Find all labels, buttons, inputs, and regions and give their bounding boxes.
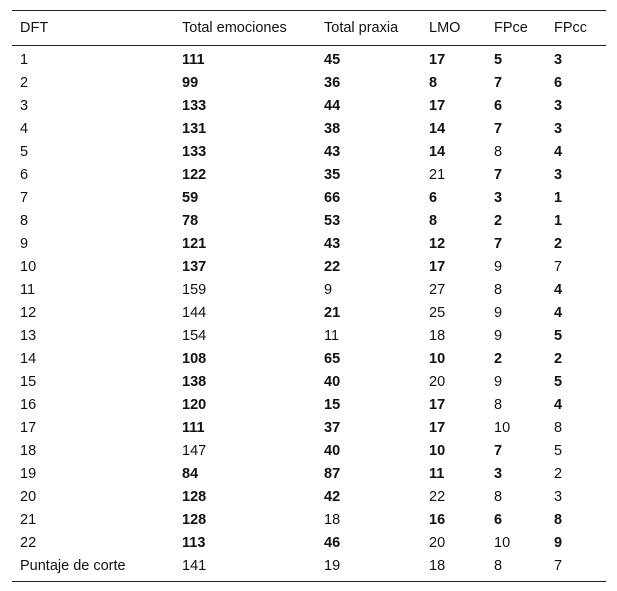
cell-fpce: 8 xyxy=(494,489,503,505)
table-row xyxy=(12,371,606,394)
table-row xyxy=(12,233,606,256)
cell-lmo: 25 xyxy=(429,305,446,321)
table-row xyxy=(12,325,606,348)
table-row xyxy=(12,440,606,463)
cell-fpce: 7 xyxy=(494,236,503,252)
cell-total-praxia: 44 xyxy=(324,98,341,114)
table-header xyxy=(12,11,606,46)
cell-total-praxia: 87 xyxy=(324,466,341,482)
cell-lmo: 22 xyxy=(429,489,446,505)
cell-total-praxia: 22 xyxy=(324,259,341,275)
cell-total-praxia: 9 xyxy=(324,282,333,298)
cell-fpce: 9 xyxy=(494,374,503,390)
cell-total-emociones: 113 xyxy=(182,535,206,551)
cell-fpce: 5 xyxy=(494,52,503,68)
cell-fpcc: 8 xyxy=(554,420,563,436)
cell-total-emociones: 141 xyxy=(174,555,316,582)
cell-total-emociones: 99 xyxy=(182,75,199,91)
cell-fpcc: 8 xyxy=(554,512,563,528)
cell-total-emociones: 111 xyxy=(182,52,205,68)
table-row xyxy=(12,72,606,95)
cell-total-praxia: 19 xyxy=(316,555,421,582)
cell-total-praxia: 65 xyxy=(324,351,341,367)
cell-lmo: 20 xyxy=(429,374,446,390)
cell-fpce: 8 xyxy=(494,144,503,160)
cell-lmo: 17 xyxy=(429,98,446,114)
column-header-dft: DFT xyxy=(12,11,174,46)
cell-total-praxia: 36 xyxy=(324,75,341,91)
cell-fpce: 9 xyxy=(494,328,503,344)
cell-total-emociones: 131 xyxy=(182,121,207,137)
cell-fpcc: 3 xyxy=(554,52,563,68)
column-header-total-emociones: Total emociones xyxy=(174,11,316,46)
cell-total-praxia: 45 xyxy=(324,52,341,68)
cell-dft: 19 xyxy=(20,466,37,482)
cell-total-praxia: 37 xyxy=(324,420,341,436)
cell-total-emociones: 147 xyxy=(182,443,207,459)
cell-total-emociones: 120 xyxy=(182,397,207,413)
cell-total-praxia: 53 xyxy=(324,213,341,229)
cell-dft: 13 xyxy=(20,328,37,344)
cell-fpcc: 1 xyxy=(554,213,563,229)
cell-total-praxia: 40 xyxy=(324,374,341,390)
cell-lmo: 11 xyxy=(429,466,445,482)
cell-total-praxia: 46 xyxy=(324,535,341,551)
cell-fpcc: 5 xyxy=(554,328,563,344)
table-row xyxy=(12,256,606,279)
cell-dft: 1 xyxy=(20,52,29,68)
cell-fpce: 8 xyxy=(494,282,503,298)
cell-fpcc: 7 xyxy=(546,555,606,582)
cell-fpcc: 9 xyxy=(554,535,563,551)
cell-dft: 16 xyxy=(20,397,37,413)
cell-fpcc: 5 xyxy=(554,374,563,390)
cell-total-praxia: 35 xyxy=(324,167,341,183)
cell-dft: 11 xyxy=(20,282,36,298)
cell-dft: Puntaje de corte xyxy=(12,555,174,582)
cell-fpcc: 2 xyxy=(554,466,563,482)
cell-fpcc: 4 xyxy=(554,397,563,413)
cell-lmo: 12 xyxy=(429,236,446,252)
column-header-lmo: LMO xyxy=(421,11,486,46)
table-row xyxy=(12,555,606,582)
cell-dft: 2 xyxy=(20,75,29,91)
cell-dft: 4 xyxy=(20,121,29,137)
cell-dft: 3 xyxy=(20,98,29,114)
results-table xyxy=(12,10,606,582)
cell-dft: 18 xyxy=(20,443,37,459)
cell-total-praxia: 15 xyxy=(324,397,341,413)
cell-total-praxia: 43 xyxy=(324,144,341,160)
cell-lmo: 17 xyxy=(429,52,446,68)
table-row xyxy=(12,210,606,233)
cell-total-praxia: 42 xyxy=(324,489,341,505)
table-row xyxy=(12,394,606,417)
cell-total-emociones: 133 xyxy=(182,144,207,160)
cell-total-emociones: 108 xyxy=(182,351,207,367)
cell-total-emociones: 128 xyxy=(182,489,207,505)
cell-fpce: 7 xyxy=(494,443,503,459)
cell-fpce: 3 xyxy=(494,466,503,482)
table-row xyxy=(12,118,606,141)
cell-lmo: 21 xyxy=(429,167,446,183)
cell-fpcc: 3 xyxy=(554,98,563,114)
cell-fpce: 2 xyxy=(494,213,503,229)
cell-total-emociones: 128 xyxy=(182,512,207,528)
cell-fpce: 2 xyxy=(494,351,503,367)
cell-total-praxia: 21 xyxy=(324,305,341,321)
table-row xyxy=(12,509,606,532)
cell-lmo: 18 xyxy=(421,555,486,582)
cell-dft: 15 xyxy=(20,374,37,390)
cell-fpce: 6 xyxy=(494,512,503,528)
table-row xyxy=(12,141,606,164)
cell-lmo: 17 xyxy=(429,259,446,275)
cell-fpce: 7 xyxy=(494,75,503,91)
cell-fpce: 7 xyxy=(494,121,503,137)
cell-lmo: 17 xyxy=(429,420,446,436)
table-row xyxy=(12,95,606,118)
cell-lmo: 27 xyxy=(429,282,446,298)
cell-total-emociones: 111 xyxy=(182,420,205,436)
table-row xyxy=(12,463,606,486)
cell-fpcc: 3 xyxy=(554,489,563,505)
cell-fpce: 8 xyxy=(494,397,503,413)
cell-fpce: 9 xyxy=(494,305,503,321)
cell-dft: 7 xyxy=(20,190,29,206)
cell-total-praxia: 18 xyxy=(324,512,341,528)
cell-dft: 12 xyxy=(20,305,37,321)
cell-dft: 6 xyxy=(20,167,29,183)
column-header-fpcc: FPcc xyxy=(546,11,606,46)
cell-fpce: 9 xyxy=(494,259,503,275)
cell-dft: 14 xyxy=(20,351,37,367)
cell-dft: 5 xyxy=(20,144,29,160)
cell-lmo: 14 xyxy=(429,144,446,160)
cell-total-praxia: 66 xyxy=(324,190,341,206)
cell-fpce: 7 xyxy=(494,167,503,183)
cell-fpce: 10 xyxy=(494,420,511,436)
table-body xyxy=(12,46,606,582)
cell-total-praxia: 43 xyxy=(324,236,341,252)
cell-fpcc: 6 xyxy=(554,75,563,91)
cell-fpce: 10 xyxy=(494,535,511,551)
cell-fpcc: 4 xyxy=(554,144,563,160)
table-row xyxy=(12,164,606,187)
cell-lmo: 10 xyxy=(429,351,446,367)
cell-dft: 8 xyxy=(20,213,29,229)
cell-lmo: 14 xyxy=(429,121,446,137)
cell-lmo: 8 xyxy=(429,213,438,229)
table-row xyxy=(12,532,606,555)
cell-total-emociones: 133 xyxy=(182,98,207,114)
cell-dft: 10 xyxy=(20,259,37,275)
table-row xyxy=(12,348,606,371)
cell-dft: 20 xyxy=(20,489,37,505)
cell-lmo: 20 xyxy=(429,535,446,551)
cell-total-emociones: 59 xyxy=(182,190,199,206)
cell-lmo: 6 xyxy=(429,190,438,206)
cell-total-praxia: 40 xyxy=(324,443,341,459)
cell-lmo: 18 xyxy=(429,328,446,344)
cell-total-emociones: 84 xyxy=(182,466,199,482)
header-row xyxy=(12,11,606,46)
cell-lmo: 17 xyxy=(429,397,446,413)
cell-fpcc: 4 xyxy=(554,282,563,298)
cell-total-emociones: 137 xyxy=(182,259,207,275)
cell-total-emociones: 159 xyxy=(182,282,207,298)
cell-total-emociones: 122 xyxy=(182,167,207,183)
column-header-total-praxia: Total praxia xyxy=(316,11,421,46)
cell-total-praxia: 11 xyxy=(324,328,340,344)
cell-lmo: 16 xyxy=(429,512,446,528)
table-row xyxy=(12,279,606,302)
data-table-container xyxy=(12,10,606,582)
cell-total-emociones: 78 xyxy=(182,213,199,229)
cell-fpcc: 2 xyxy=(554,236,563,252)
table-row xyxy=(12,417,606,440)
cell-lmo: 8 xyxy=(429,75,438,91)
cell-fpcc: 3 xyxy=(554,167,563,183)
cell-dft: 9 xyxy=(20,236,29,252)
cell-dft: 21 xyxy=(20,512,37,528)
cell-dft: 17 xyxy=(20,420,37,436)
table-row xyxy=(12,187,606,210)
cell-total-praxia: 38 xyxy=(324,121,341,137)
cell-total-emociones: 138 xyxy=(182,374,207,390)
cell-fpcc: 7 xyxy=(554,259,563,275)
table-row xyxy=(12,46,606,73)
cell-total-emociones: 121 xyxy=(182,236,207,252)
cell-dft: 22 xyxy=(20,535,37,551)
table-row xyxy=(12,302,606,325)
cell-fpcc: 1 xyxy=(554,190,563,206)
column-header-fpce: FPce xyxy=(486,11,546,46)
cell-fpcc: 3 xyxy=(554,121,563,137)
cell-lmo: 10 xyxy=(429,443,446,459)
cell-fpce: 6 xyxy=(494,98,503,114)
cell-fpce: 3 xyxy=(494,190,503,206)
table-row xyxy=(12,486,606,509)
cell-fpce: 8 xyxy=(486,555,546,582)
cell-total-emociones: 154 xyxy=(182,328,207,344)
cell-total-emociones: 144 xyxy=(182,305,207,321)
cell-fpcc: 5 xyxy=(554,443,563,459)
cell-fpcc: 2 xyxy=(554,351,563,367)
cell-fpcc: 4 xyxy=(554,305,563,321)
